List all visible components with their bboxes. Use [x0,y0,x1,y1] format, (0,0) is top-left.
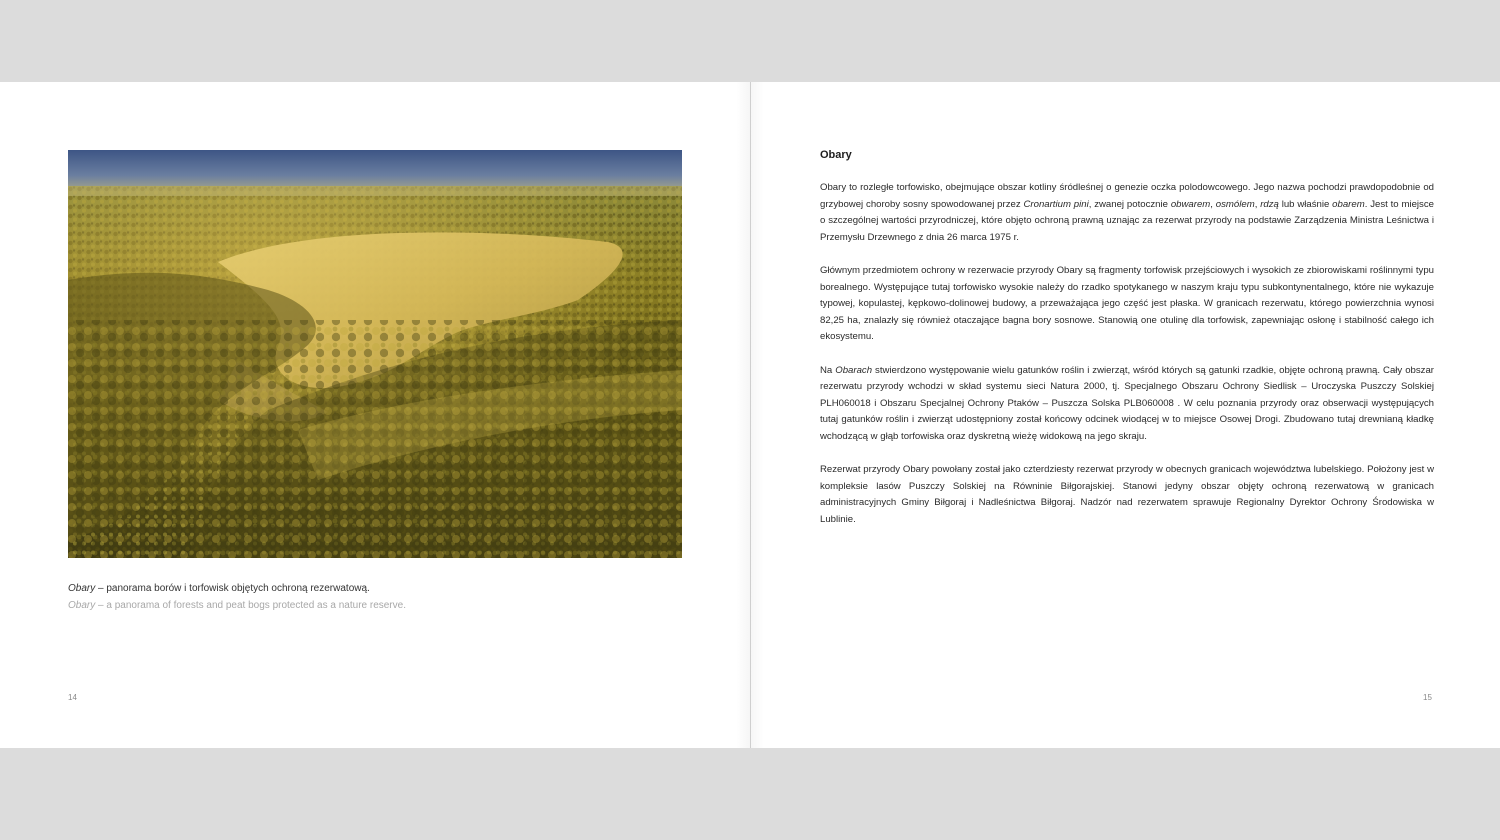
paragraph-4: Rezerwat przyrody Obary powołany został jako czterdziesty rezerwat przyrody w obecnych granicach województwa lubelskiego. Położony jest w kompleksie lasów Puszczy Solskiej na Równinie Biłgorajskiej. Stanowi jedyny obszar objęty ochroną rezerwatową w granicach administracyjnych Gminy Biłgoraj i Nadleśnictwa Biłgoraj. Nadzór nad rezerwatem sprawuje Regionalny Dyrektor Ochrony Środowiska w Lublinie. [820,464,1434,525]
p1-latin-name: Cronartium pini [1023,198,1089,210]
p1-text-i: lub właśnie [1278,198,1333,210]
caption-polish [68,580,708,597]
p1-sep-1: , [1210,198,1216,210]
caption-english-text: – a panorama of forests and peat bogs protected as a nature reserve. [95,600,406,611]
paragraph-2: Głównym przedmiotem ochrony w rezerwacie przyrody Obary są fragmenty torfowisk przejściowych i wysokich ze zbiorowiskami roślinnymi typu borealnego. Występujące tutaj torfowisko wysokie należy do rzadko spotykanego w naszym kraju typu subkontynentalnego, które nie wykazuje typowej, kopulastej, kępkowo-dolinowej budowy, a przeważająca jego część jest płaska. W granicach rezerwatu, którego powierzchnia wynosi 82,25 ha, znalazły się również otaczające bagna bory sosnowe. Stanowią one otulinę dla torfowisk, zapewniając osłonę i stabilność całego ich ekosystemu. [820,264,1434,343]
page-gutter [750,82,751,748]
book-spread [0,82,1500,748]
page-number-left: 14 [68,693,77,702]
p3-term-obarach: Obarach [835,364,873,376]
p1-term-obar: obarem [1332,198,1365,210]
p1-text-c: , zwanej potocznie [1088,198,1171,210]
p1-sep-2: , [1254,198,1261,210]
photo-caption [68,580,708,614]
p1-term-rdza: rdzą [1260,198,1279,210]
p1-term-obwar: obwarem [1170,198,1211,210]
section-heading: Obary [820,149,852,161]
p3-text-c: stwierdzono występowanie wielu gatunków roślin i zwierząt, wśród których są gatunki rzadkie, objęte ochroną prawną. Cały obszar rezerwatu przyrody wchodzi w skład systemu sieci Natura 2000, tj. Specjalnego Obszaru Ochrony Siedlisk – Uroczyska Puszczy Solskiej PLH060018 i Obszaru Specjalnej Ochrony Ptaków – Puszcza Solska PLB060008 . W celu poznania przyrody oraz obserwacji występujących tutaj gatunków roślin i zwierząt udostępniony został końcowy odcinek wiodącej w to miejsce Osowej Drogi. Zbudowano tutaj drewnianą kładkę wchodzącą w głąb torfowiska oraz dyskretną wieżę widokową na jego skraju. [820,364,1434,442]
caption-polish-text: – panorama borów i torfowisk objętych ochroną rezerwatową. [95,583,370,594]
p1-term-osmol: osmólem [1215,198,1255,210]
paragraph-1 [820,180,1434,246]
forest-peatbog-photo [68,150,682,558]
caption-english-name: Obary [68,600,96,611]
p1-text-k: . Jest to miejsce o szczególnej wartości przyrodniczej, które objęto ochroną prawną uznając za rezerwat przyrody na podstawie Zarządzenia Ministra Leśnictwa i Przemysłu Drzewnego z dnia 26 marca 1975 r. [820,198,1434,243]
p1-text-a: Obary to rozległe torfowisko, obejmujące obszar kotliny śródleśnej o genezie oczka polodowcowego. Jego nazwa pochodzi prawdopodobnie od grzybowej choroby sosny spowodowanej przez [820,182,1434,210]
page-number-right: 15 [1423,693,1432,702]
body-text [820,180,1434,545]
paragraph-3 [820,363,1434,446]
p3-text-a: Na [820,364,836,376]
caption-polish-name: Obary [68,583,96,594]
caption-english [68,597,708,614]
